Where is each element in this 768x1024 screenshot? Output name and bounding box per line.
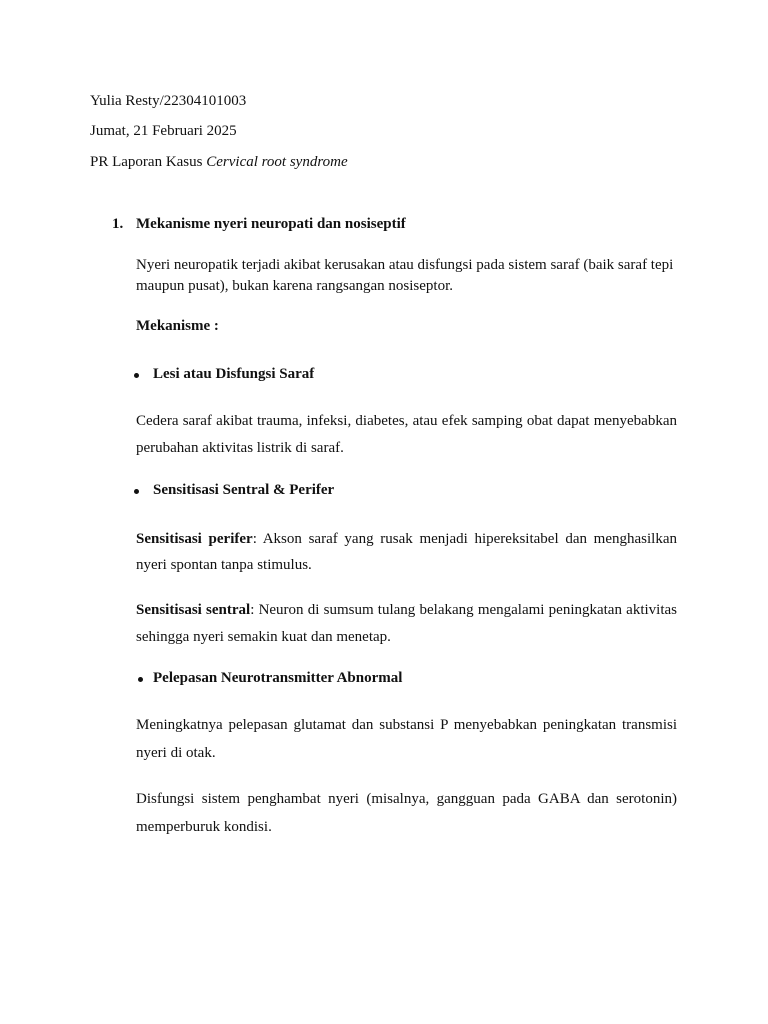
bullet-dot-3	[138, 677, 143, 682]
sensitisasi-sentral-term: Sensitisasi sentral	[136, 602, 251, 618]
report-title-prefix: PR Laporan Kasus	[90, 154, 207, 170]
author-line: Yulia Resty/22304101003	[90, 93, 247, 109]
bullet-title-1: Lesi atau Disfungsi Saraf	[153, 366, 315, 382]
sensitisasi-sentral-paragraph	[136, 597, 677, 651]
bullet-3-paragraph-2: Disfungsi sistem penghambat nyeri (misalnya, gangguan pada GABA dan serotonin) memperburuk kondisi.	[136, 791, 677, 835]
bullet-title-3: Pelepasan Neurotransmitter Abnormal	[153, 670, 403, 686]
section-number: 1.	[112, 216, 124, 232]
date-line	[90, 123, 237, 140]
report-title	[90, 154, 348, 171]
intro-line-1: Nyeri neuropatik terjadi akibat kerusakan atau disfungsi pada sistem saraf (baik saraf tepi	[136, 257, 674, 273]
bullet-title-2: Sensitisasi Sentral & Perifer	[153, 482, 335, 498]
bullet-1-paragraph: Cedera saraf akibat trauma, infeksi, diabetes, atau efek samping obat dapat menyebabkan perubahan aktivitas listrik di saraf.	[136, 413, 677, 456]
sensitisasi-perifer-text: : Akson saraf yang rusak menjadi hipereksitabel dan menghasilkan nyeri spontan tanpa stimulus.	[136, 531, 677, 573]
sensitisasi-perifer-paragraph	[136, 526, 677, 578]
section-heading: Mekanisme nyeri neuropati dan nosiseptif	[136, 216, 406, 232]
date-text: Jumat, 21 Februari 2025	[90, 123, 237, 139]
sensitisasi-sentral-text: : Neuron di sumsum tulang belakang mengalami peningkatan aktivitas sehingga nyeri semakin kuat dan menetap.	[136, 602, 677, 645]
bullet-dot-1	[134, 373, 139, 378]
bullet-3-paragraph-1: Meningkatnya pelepasan glutamat dan substansi P menyebabkan peningkatan transmisi nyeri di otak.	[136, 717, 677, 761]
mekanisme-label: Mekanisme :	[136, 318, 219, 334]
bullet-dot-2	[134, 489, 139, 494]
sensitisasi-perifer-term: Sensitisasi perifer	[136, 531, 253, 547]
intro-line-2: maupun pusat), bukan karena rangsangan nosiseptor.	[136, 278, 453, 294]
report-title-italic: Cervical root syndrome	[206, 154, 348, 170]
